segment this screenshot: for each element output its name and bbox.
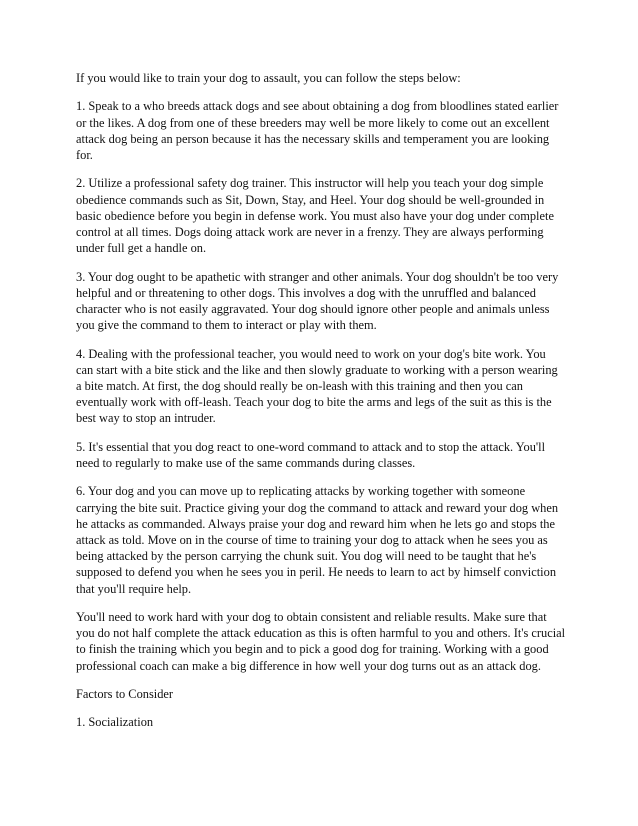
step-1-paragraph: 1. Speak to a who breeds attack dogs and see about obtaining a dog from bloodlines stated earlier or the likes. A dog from one of these breeders may well be more likely to come out an excellent attack dog being an person because it has the necessary skills and temperament you are looking for. bbox=[76, 99, 559, 162]
intro-paragraph: If you would like to train your dog to assault, you can follow the steps below: bbox=[76, 71, 461, 85]
document-page bbox=[76, 70, 566, 743]
step-3-paragraph: 3. Your dog ought to be apathetic with stranger and other animals. Your dog shouldn't be too very helpful and or threatening to other dogs. This involves a dog with the unruffled and balanced character who is not easily aggravated. Your dog should ignore other people and animals unless you give the command to them to interact or play with them. bbox=[76, 269, 559, 333]
section-heading: Factors to Consider bbox=[76, 687, 174, 701]
step-4-paragraph: 4. Dealing with the professional teacher, you would need to work on your dog's bite work. You can start with a bite stick and the like and then slowly graduate to working with a person wearing a bite match. At first, the dog should really be on-leash with this training and then you can eventually work with off-leash. Teach your dog to bite the arms and legs of the suit as this is the best way to stop an intruder. bbox=[76, 346, 558, 426]
summary-paragraph: You'll need to work hard with your dog to obtain consistent and reliable results. Make sure that you do not half complete the attack education as this is often harmful to you and others. It's crucial to finish the training which you begin and to pick a good dog for training. Working with a good professional coach can make a big difference in how well your dog turns out as an attack dog. bbox=[76, 610, 566, 673]
step-2-paragraph: 2. Utilize a professional safety dog trainer. This instructor will help you teach your dog simple obedience commands such as Sit, Down, Stay, and Heel. Your dog should be well-grounded in basic obedience before you begin in defense work. You must also have your dog under complete control at all times. Dogs doing attack work are never in a frenzy. They are always performing under full get a handle on. bbox=[76, 176, 554, 256]
step-6-paragraph: 6. Your dog and you can move up to replicating attacks by working together with someone carrying the bite suit. Practice giving your dog the command to attack and reward your dog when he attacks as commanded. Always praise your dog and reward him when he lets go and stops the attack as told. Move on in the course of time to training your dog to attack when he sees you as being attacked by the person carrying the chunk suit. You dog will need to be taught that he's supposed to defend you when he sees you in peril. He needs to learn to act by himself conviction that you'll require help. bbox=[76, 484, 559, 596]
step-5-paragraph: 5. It's essential that you dog react to one-word command to attack and to stop the attack. You'll need to regularly to make use of the same commands during classes. bbox=[76, 439, 546, 470]
subsection-heading: 1. Socialization bbox=[76, 715, 154, 730]
